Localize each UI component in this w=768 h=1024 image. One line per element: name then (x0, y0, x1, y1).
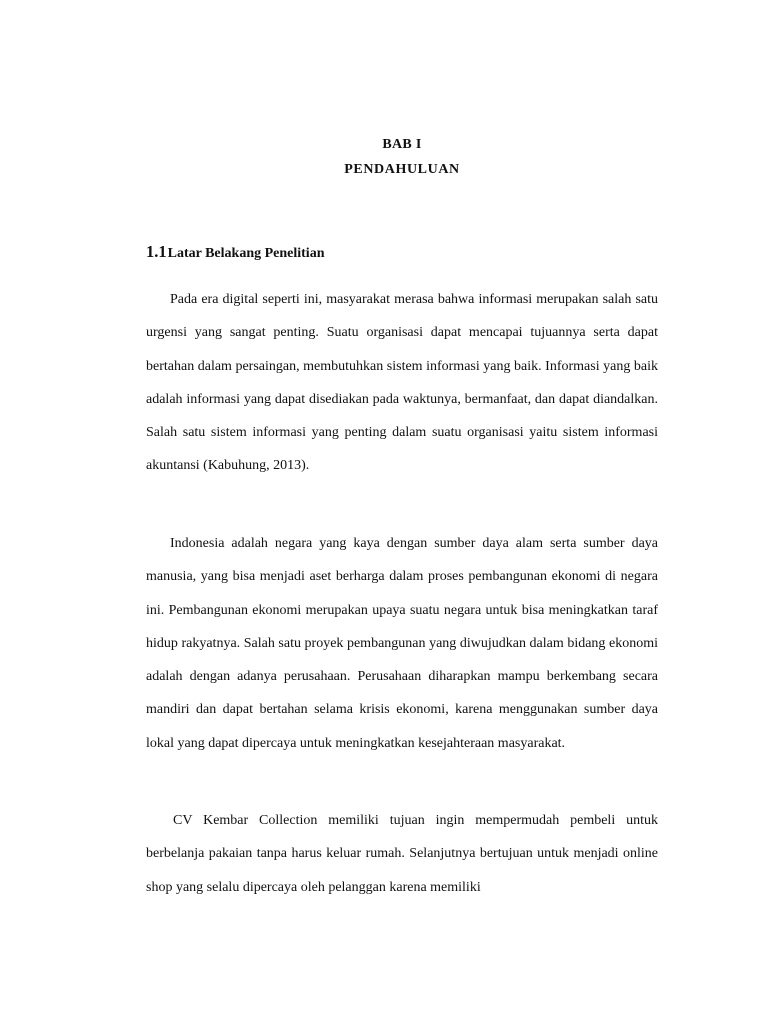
section-title: Latar Belakang Penelitian (167, 246, 325, 261)
chapter-title: PENDAHULUAN (344, 162, 460, 177)
section-number: 1.1 (146, 242, 167, 261)
section-heading (146, 242, 324, 262)
body-paragraph: CV Kembar Collection memiliki tujuan ingin mempermudah pembeli untuk berbelanja pakaian tanpa harus keluar rumah. Selanjutnya bertujuan untuk menjadi online shop yang selalu dipercaya oleh pelanggan karena memiliki (146, 813, 658, 895)
body-paragraph: Pada era digital seperti ini, masyarakat merasa bahwa informasi merupakan salah satu urgensi yang sangat penting. Suatu organisasi dapat mencapai tujuannya serta dapat bertahan dalam persaingan, membutuhkan sistem informasi yang baik. Informasi yang baik adalah informasi yang dapat disediakan pada waktunya, bermanfaat, dan dapat diandalkan. Salah satu sistem informasi yang penting dalam suatu organisasi yaitu sistem informasi akuntansi (Kabuhung, 2013). (146, 292, 658, 474)
chapter-label: BAB I (382, 137, 422, 152)
body-paragraph: Indonesia adalah negara yang kaya dengan sumber daya alam serta sumber daya manusia, yang bisa menjadi aset berharga dalam proses pembangunan ekonomi di negara ini. Pembangunan ekonomi merupakan upaya suatu negara untuk bisa meningkatkan taraf hidup rakyatnya. Salah satu proyek pembangunan yang diwujudkan dalam bidang ekonomi adalah dengan adanya perusahaan. Perusahaan diharapkan mampu berkembang secara mandiri dan dapat bertahan selama krisis ekonomi, karena menggunakan sumber daya lokal yang dapat dipercaya untuk meningkatkan kesejahteraan masyarakat. (146, 536, 658, 751)
